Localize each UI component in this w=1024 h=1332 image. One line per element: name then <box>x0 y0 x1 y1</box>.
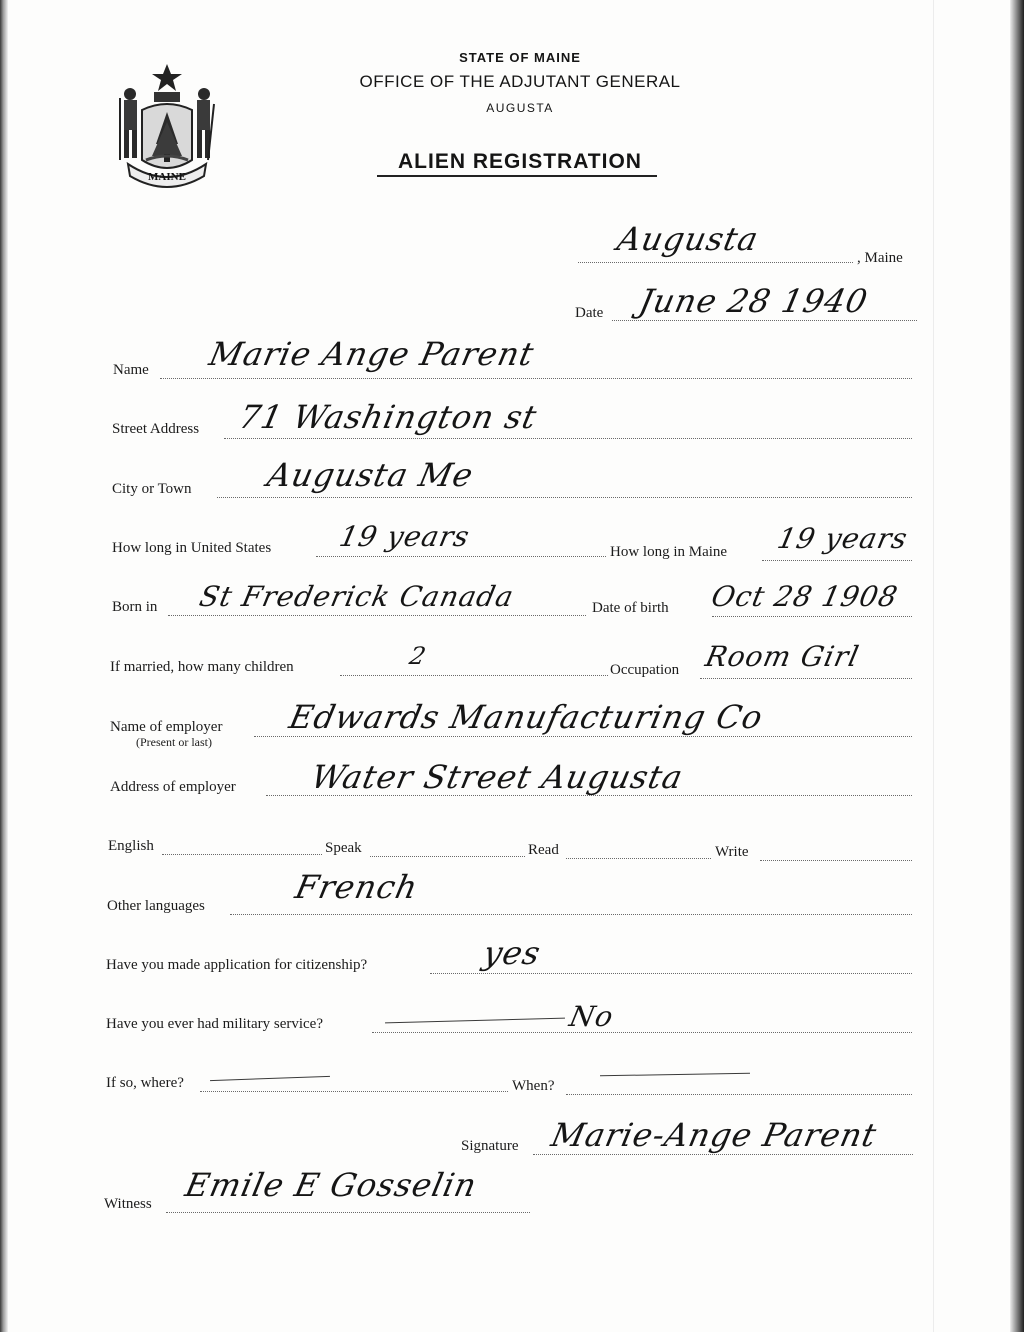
when-dash <box>600 1073 750 1077</box>
form-title: ALIEN REGISTRATION <box>398 150 642 173</box>
read-label: Read <box>528 842 559 858</box>
where-line <box>200 1091 508 1092</box>
born-in-label: Born in <box>112 599 158 615</box>
dob-label: Date of birth <box>592 600 669 616</box>
how-long-us-line <box>316 556 606 557</box>
scan-edge-right <box>1010 0 1024 1332</box>
witness-line <box>166 1212 530 1213</box>
scan-edge-left <box>0 0 8 1332</box>
military-label: Have you ever had military service? <box>106 1016 323 1032</box>
scan-crease <box>933 0 934 1332</box>
employer-address-label: Address of employer <box>110 779 236 795</box>
title-underline <box>377 175 657 177</box>
name-value: Marie Ange Parent <box>205 335 538 373</box>
place-value: Augusta <box>613 220 763 258</box>
signature-label: Signature <box>461 1138 519 1154</box>
city-label: City or Town <box>112 481 192 497</box>
name-label: Name <box>113 362 149 378</box>
citizenship-line <box>430 973 912 974</box>
how-long-maine-value: 19 years <box>774 522 911 555</box>
occupation-label: Occupation <box>610 662 680 678</box>
children-line <box>340 675 608 676</box>
citizenship-label: Have you made application for citizenship? <box>106 957 368 973</box>
children-label: If married, how many children <box>110 659 294 675</box>
employer-label: Name of employer <box>110 719 223 735</box>
where-label: If so, where? <box>106 1075 184 1091</box>
date-value: June 28 1940 <box>635 282 872 320</box>
dob-value: Oct 28 1908 <box>708 580 902 613</box>
military-line <box>372 1032 912 1033</box>
children-value: 2 <box>407 642 430 670</box>
speak-label: Speak <box>325 840 362 856</box>
street-value: 71 Washington st <box>235 398 541 436</box>
other-languages-value: French <box>291 868 422 906</box>
city-line <box>217 497 912 498</box>
maine-label: , Maine <box>857 250 903 266</box>
english-line <box>162 854 322 855</box>
write-label: Write <box>715 844 749 860</box>
city-value: Augusta Me <box>263 456 478 494</box>
how-long-maine-line <box>762 560 912 561</box>
other-languages-label: Other languages <box>107 898 205 914</box>
how-long-us-label: How long in United States <box>112 540 272 556</box>
witness-value: Emile E Gosselin <box>181 1166 481 1204</box>
read-line <box>566 858 711 859</box>
when-label: When? <box>512 1078 555 1094</box>
military-value: No <box>566 1000 617 1033</box>
signature-line <box>533 1154 913 1155</box>
how-long-maine-label: How long in Maine <box>610 544 728 560</box>
born-in-value: St Frederick Canada <box>196 580 518 613</box>
dob-line <box>712 616 912 617</box>
employer-line <box>254 736 912 737</box>
header-office: OFFICE OF THE ADJUTANT GENERAL <box>359 72 681 91</box>
street-label: Street Address <box>112 421 200 437</box>
born-in-line <box>168 615 586 616</box>
header-state: STATE OF MAINE <box>459 50 581 65</box>
occupation-line <box>700 678 912 679</box>
citizenship-value: yes <box>479 934 545 972</box>
employer-address-value: Water Street Augusta <box>307 758 687 796</box>
when-line <box>566 1094 912 1095</box>
other-languages-line <box>230 914 912 915</box>
date-line <box>612 320 917 321</box>
date-label: Date <box>575 305 604 321</box>
write-line <box>760 860 912 861</box>
svg-text:MAINE: MAINE <box>148 171 186 183</box>
witness-label: Witness <box>104 1196 152 1212</box>
street-line <box>224 438 912 439</box>
where-dash <box>210 1076 330 1081</box>
military-dash <box>385 1018 565 1024</box>
name-line <box>160 378 912 379</box>
english-label: English <box>108 838 154 854</box>
place-line <box>578 262 853 263</box>
how-long-us-value: 19 years <box>336 520 473 553</box>
employer-sublabel: (Present or last) <box>136 735 212 749</box>
occupation-value: Room Girl <box>702 640 863 673</box>
maine-state-seal-icon <box>112 60 222 190</box>
speak-line <box>370 856 525 857</box>
employer-value: Edwards Manufacturing Co <box>285 698 767 736</box>
header-city: AUGUSTA <box>486 101 554 115</box>
signature-value: Marie-Ange Parent <box>547 1116 881 1154</box>
